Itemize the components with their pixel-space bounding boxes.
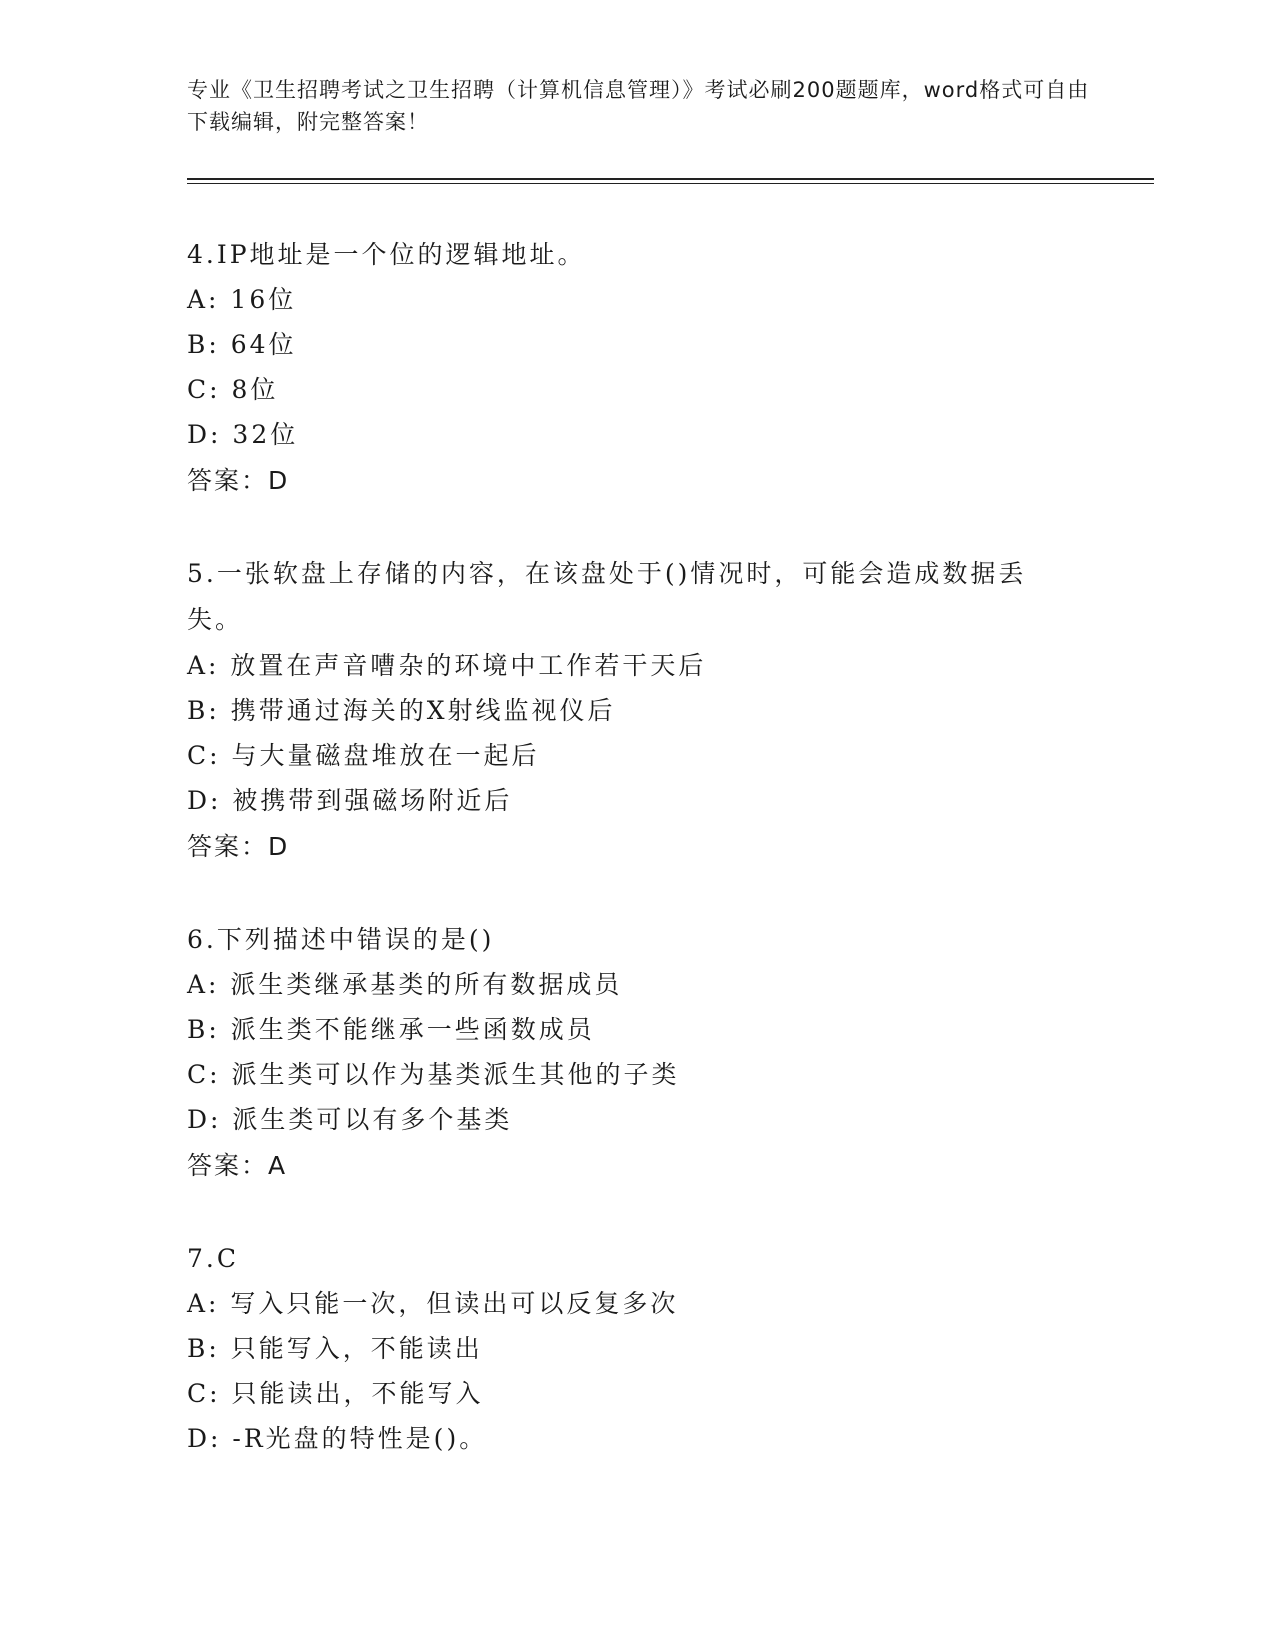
- option-d: D: 派生类可以有多个基类: [187, 1105, 513, 1134]
- option-a: A: 16位: [187, 285, 297, 314]
- option-b: B: 携带通过海关的X射线监视仪后: [187, 696, 616, 725]
- answer-line: 答案：D: [187, 832, 290, 861]
- option-c: C: 8位: [187, 375, 279, 404]
- header-rule-thick: [187, 178, 1154, 180]
- question-stem: 5.一张软盘上存储的内容，在该盘处于()情况时，可能会造成数据丢失。: [187, 559, 1027, 634]
- option-a: A: 派生类继承基类的所有数据成员: [187, 970, 623, 999]
- option-c: C: 只能读出，不能写入: [187, 1379, 484, 1408]
- option-a: A: 写入只能一次，但读出可以反复多次: [187, 1289, 679, 1318]
- header-rule-thin: [187, 183, 1154, 184]
- answer-line: 答案：D: [187, 466, 290, 495]
- option-d: D: 32位: [187, 420, 299, 449]
- question-stem: 6.下列描述中错误的是(): [187, 925, 495, 954]
- document-header: 专业《卫生招聘考试之卫生招聘（计算机信息管理）》考试必刷200题题库，word格式可自由下载编辑，附完整答案！: [187, 78, 1090, 134]
- option-b: B: 只能写入，不能读出: [187, 1334, 483, 1363]
- option-d: D: -R光盘的特性是()。: [187, 1424, 488, 1453]
- question-6: [187, 917, 1067, 1189]
- question-5: [187, 551, 1067, 870]
- question-4: [187, 232, 1067, 504]
- option-c: C: 与大量磁盘堆放在一起后: [187, 741, 540, 770]
- option-b: B: 64位: [187, 330, 297, 359]
- option-b: B: 派生类不能继承一些函数成员: [187, 1015, 595, 1044]
- question-stem: 4.IP地址是一个位的逻辑地址。: [187, 240, 586, 269]
- option-a: A: 放置在声音嘈杂的环境中工作若干天后: [187, 651, 707, 680]
- answer-line: 答案：A: [187, 1151, 288, 1180]
- question-7: [187, 1236, 1067, 1461]
- option-c: C: 派生类可以作为基类派生其他的子类: [187, 1060, 680, 1089]
- option-d: D: 被携带到强磁场附近后: [187, 786, 513, 815]
- question-stem: 7.C: [187, 1244, 239, 1273]
